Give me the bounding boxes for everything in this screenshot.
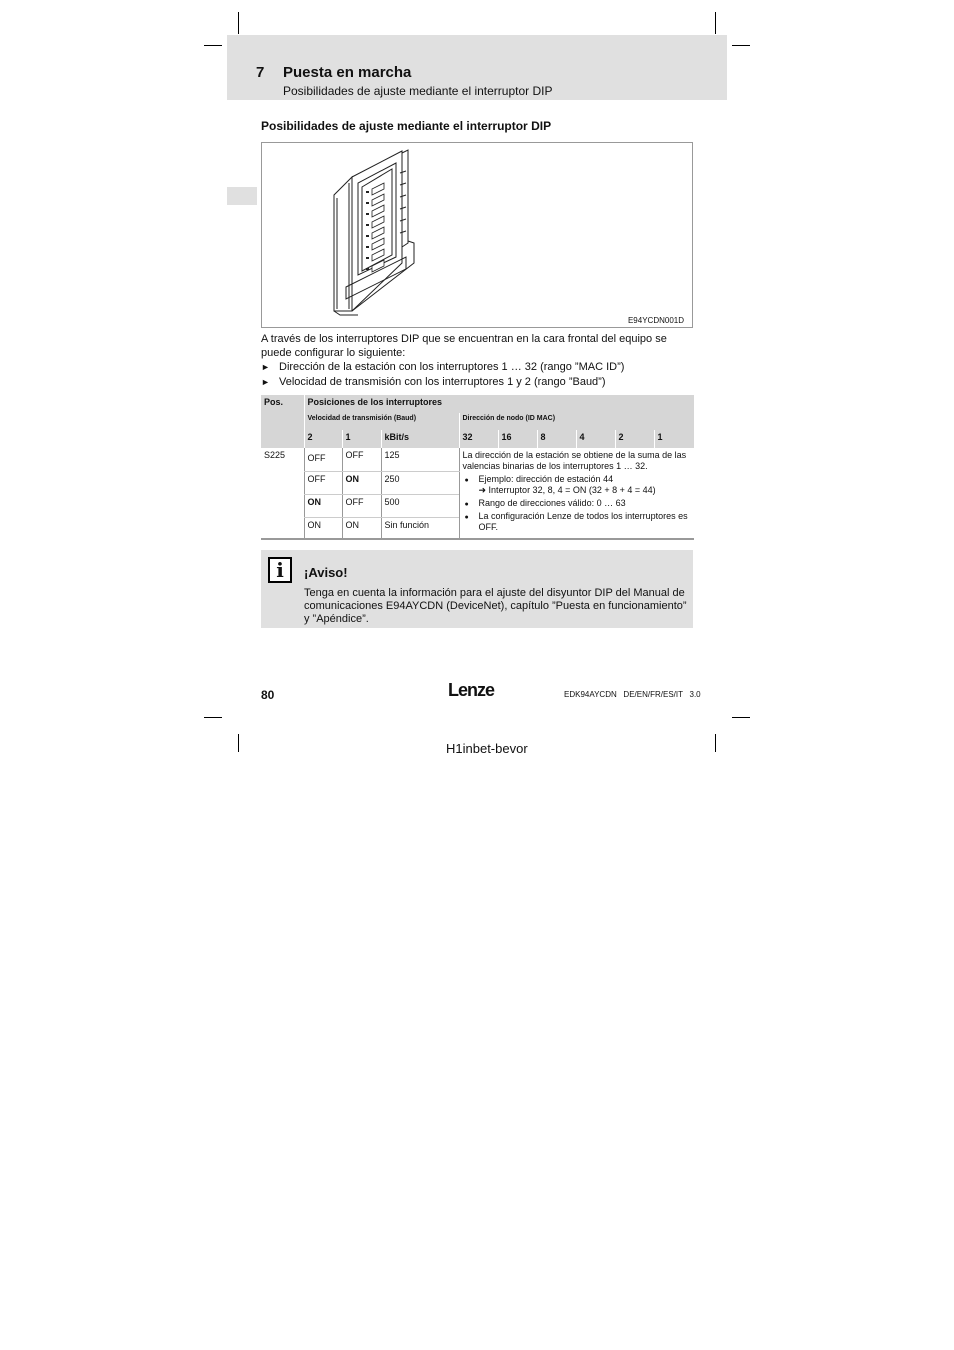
table-row [261, 448, 694, 471]
description-bullet [463, 474, 692, 496]
col-node-1: 1 [654, 430, 694, 448]
intro-text: A través de los interruptores DIP que se encuentran en la cara frontal del equipo se puede configurar lo siguiente: [261, 333, 667, 359]
description-bullet-text: Rango de direcciones válido: 0 … 63 [478, 498, 626, 508]
page-number: 80 [261, 688, 275, 702]
crop-mark [715, 734, 716, 752]
example-line: ➜ Interruptor 32, 8, 4 = ON (32 + 8 + 4 = 44) [478, 485, 656, 495]
switch-1-value: OFF [342, 448, 381, 471]
node-address-description [459, 448, 694, 539]
intro-bullet-text: Dirección de la estación con los interruptores 1 … 32 (rango ”MAC ID”) [279, 361, 625, 373]
description-bullet [463, 511, 692, 533]
col-kbit: kBit/s [381, 430, 459, 448]
chapter-number: 7 [256, 64, 265, 81]
section-title: Posibilidades de ajuste mediante el interruptor DIP [261, 119, 552, 133]
info-icon: i [268, 557, 292, 583]
dip-switch-figure [261, 142, 693, 328]
intro-bullet-text: Velocidad de transmisión con los interruptores 1 y 2 (rango ”Baud”) [279, 376, 606, 388]
col-node-2: 2 [615, 430, 654, 448]
intro-bullet [261, 376, 606, 388]
description-bullet [463, 498, 692, 509]
crop-mark [204, 45, 222, 46]
positions-header: Posiciones de los interruptores [304, 395, 694, 413]
col-node-4: 4 [576, 430, 615, 448]
figure-id-label: E94YCDN001D [627, 316, 684, 325]
chapter-subtitle: Posibilidades de ajuste mediante el interruptor DIP [283, 84, 553, 98]
mac-header: Dirección de nodo (ID MAC) [459, 413, 694, 430]
col-switch-1: 1 [342, 430, 381, 448]
description-text: La dirección de la estación se obtiene de la suma de las valencias binarias de los interruptores 1 … 32. [462, 450, 687, 471]
intro-bullet [261, 361, 624, 373]
arrow-right-icon: ► [261, 377, 270, 387]
pos-header: Pos. [261, 395, 304, 448]
baud-header: Velocidad de transmisión (Baud) [304, 413, 459, 430]
pos-value: S225 [261, 448, 304, 539]
crop-mark [732, 717, 750, 718]
dip-switch-table [261, 395, 694, 540]
crop-mark [732, 45, 750, 46]
document-id: EDK94AYCDN DE/EN/FR/ES/IT 3.0 [564, 690, 701, 699]
rate-value: Sin función [381, 517, 459, 539]
crop-mark [204, 717, 222, 718]
crop-mark [238, 12, 239, 34]
switch-1-value: ON [342, 471, 381, 494]
arrow-right-icon: ► [261, 362, 270, 372]
switch-2-value: OFF [304, 471, 342, 494]
switch-1-value: OFF [342, 494, 381, 517]
crop-mark [238, 734, 239, 752]
crop-mark [715, 12, 716, 34]
rate-value: 500 [381, 494, 459, 517]
side-tab [227, 187, 257, 205]
description-bullet-text: La configuración Lenze de todos los interruptores es OFF. [478, 511, 688, 532]
col-node-8: 8 [537, 430, 576, 448]
description-bullet-text: Ejemplo: dirección de estación 44 [478, 474, 614, 484]
chapter-title: Puesta en marcha [283, 64, 412, 81]
lenze-logo: Lenze [448, 680, 495, 700]
col-switch-2: 2 [304, 430, 342, 448]
dip-switch-drawing [262, 143, 694, 329]
rate-value: 125 [381, 448, 459, 471]
notice-text: Tenga en cuenta la información para el ajuste del disyuntor DIP del Manual de comunicaciones E94AYCDN (DeviceNet), capítulo ”Puesta en funcionamiento” y ”Apéndice”. [304, 587, 687, 625]
switch-2-value: ON [304, 494, 342, 517]
col-node-32: 32 [459, 430, 498, 448]
rate-value: 250 [381, 471, 459, 494]
switch-2-value: ON [304, 517, 342, 539]
notice-title: ¡Aviso! [304, 565, 348, 580]
col-node-16: 16 [498, 430, 537, 448]
footer-tag: H1inbet-bevor [446, 741, 528, 756]
switch-1-value: ON [342, 517, 381, 539]
switch-2-value: OFF [304, 448, 342, 471]
